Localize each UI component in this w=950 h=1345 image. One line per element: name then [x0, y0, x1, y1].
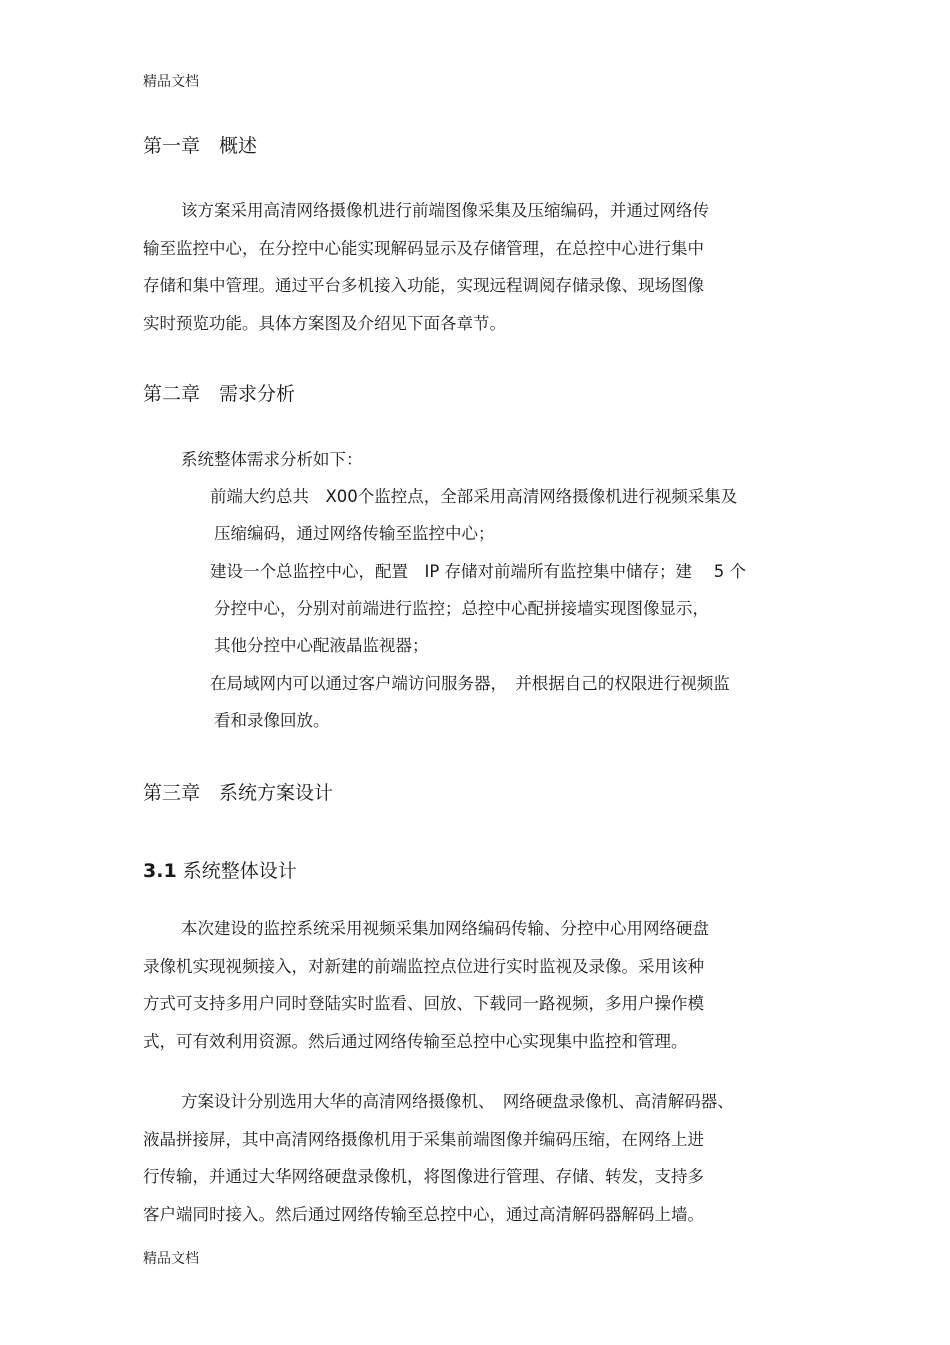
- section-3-1-line: 录像机实现视频接入，对新建的前端监控点位进行实时监视及录像。采用该种: [143, 957, 704, 976]
- requirement-line: 在局域网内可以通过客户端访问服务器， 并根据自己的权限进行视频监: [210, 674, 730, 693]
- chapter-1-line: 该方案采用高清网络摄像机进行前端图像采集及压缩编码，并通过网络传: [181, 201, 709, 220]
- chapter-2-intro: 系统整体需求分析如下：: [181, 450, 363, 469]
- chapter-3-title: 第三章 系统方案设计: [143, 782, 334, 804]
- requirement-line: 建设一个总监控中心，配置 IP 存储对前端所有监控集中储存；建 5 个: [210, 562, 747, 581]
- requirement-line: 压缩编码，通过网络传输至监控中心；: [214, 524, 495, 543]
- section-3-1-line: 液晶拼接屏，其中高清网络摄像机用于采集前端图像并编码压缩，在网络上进: [143, 1130, 704, 1149]
- chapter-1-line: 存储和集中管理。通过平台多机接入功能，实现远程调阅存储录像、现场图像: [143, 276, 704, 295]
- section-3-1-line: 式，可有效利用资源。然后通过网络传输至总控中心实现集中监控和管理。: [143, 1032, 688, 1051]
- section-3-1-heading: [143, 856, 297, 883]
- requirement-line: 其他分控中心配液晶监视器；: [214, 636, 429, 655]
- requirement-line: 分控中心，分别对前端进行监控；总控中心配拼接墙实现图像显示，: [214, 599, 709, 618]
- section-3-1-line: 本次建设的监控系统采用视频采集加网络编码传输、分控中心用网络硬盘: [181, 919, 709, 938]
- section-3-1-line: 行传输，并通过大华网络硬盘录像机，将图像进行管理、存储、转发，支持多: [143, 1167, 704, 1186]
- chapter-1-title: 第一章 概述: [143, 135, 258, 157]
- requirement-line: 看和录像回放。: [214, 711, 330, 730]
- page-header: 精品文档: [143, 74, 199, 90]
- chapter-1-line: 输至监控中心，在分控中心能实现解码显示及存储管理，在总控中心进行集中: [143, 239, 704, 258]
- section-3-1-line: 方案设计分别选用大华的高清网络摄像机、 网络硬盘录像机、高清解码器、: [181, 1092, 734, 1111]
- chapter-1-line: 实时预览功能。具体方案图及介绍见下面各章节。: [143, 314, 506, 333]
- section-3-1-line: 方式可支持多用户同时登陆实时监看、回放、下载同一路视频，多用户操作模: [143, 994, 704, 1013]
- chapter-2-title: 第二章 需求分析: [143, 383, 296, 405]
- page-footer: 精品文档: [143, 1251, 199, 1267]
- requirement-line: 前端大约总共 X00个监控点，全部采用高清网络摄像机进行视频采集及: [210, 487, 738, 506]
- section-3-1-line: 客户端同时接入。然后通过网络传输至总控中心，通过高清解码器解码上墙。: [143, 1205, 704, 1224]
- section-title: 系统整体设计: [182, 860, 297, 882]
- section-number: 3.1: [143, 860, 177, 882]
